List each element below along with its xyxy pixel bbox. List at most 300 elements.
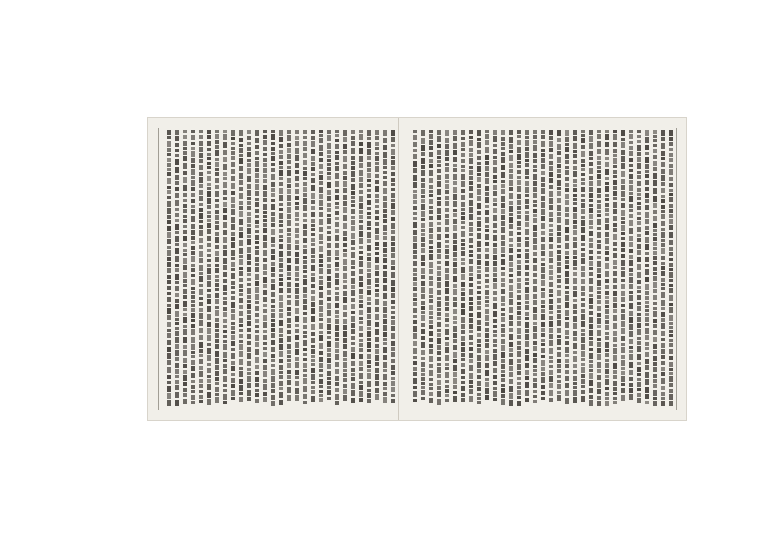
glyph-stroke — [509, 342, 513, 347]
glyph-stroke — [541, 355, 545, 358]
glyph-stroke — [621, 225, 625, 231]
glyph-stroke — [167, 178, 171, 184]
glyph-stroke — [255, 168, 259, 172]
glyph-stroke — [429, 305, 433, 310]
glyph-stroke — [533, 273, 537, 277]
glyph-stroke — [287, 387, 291, 393]
glyph-stroke — [493, 185, 497, 190]
glyph-stroke — [279, 220, 283, 223]
glyph-stroke — [421, 336, 425, 340]
glyph-stroke — [413, 302, 417, 306]
glyph-stroke — [549, 370, 553, 375]
glyph-stroke — [383, 314, 387, 318]
glyph-stroke — [327, 182, 331, 188]
glyph-stroke — [247, 152, 251, 157]
text-column — [206, 130, 212, 406]
glyph-stroke — [661, 323, 665, 329]
glyph-stroke — [247, 235, 251, 238]
glyph-stroke — [383, 214, 387, 218]
glyph-stroke — [469, 148, 473, 152]
glyph-stroke — [191, 304, 195, 307]
glyph-stroke — [223, 265, 227, 270]
glyph-stroke — [319, 246, 323, 252]
glyph-stroke — [343, 253, 347, 257]
glyph-stroke — [581, 279, 585, 284]
glyph-stroke — [533, 383, 537, 388]
glyph-stroke — [421, 357, 425, 360]
glyph-stroke — [183, 289, 187, 294]
glyph-stroke — [557, 144, 561, 150]
glyph-stroke — [271, 168, 275, 172]
glyph-stroke — [335, 394, 339, 400]
glyph-stroke — [437, 374, 441, 378]
text-column — [636, 130, 642, 406]
glyph-stroke — [255, 241, 259, 244]
glyph-stroke — [175, 331, 179, 336]
glyph-stroke — [469, 330, 473, 333]
glyph-stroke — [645, 130, 649, 136]
glyph-stroke — [605, 291, 609, 295]
glyph-stroke — [517, 351, 521, 357]
page-gutter — [398, 118, 399, 420]
glyph-stroke — [351, 290, 355, 296]
glyph-stroke — [525, 265, 529, 270]
text-column — [484, 130, 490, 406]
glyph-stroke — [247, 390, 251, 396]
glyph-stroke — [367, 257, 371, 261]
glyph-stroke — [383, 397, 387, 403]
glyph-stroke — [367, 207, 371, 210]
glyph-stroke — [413, 277, 417, 281]
glyph-stroke — [287, 395, 291, 401]
glyph-stroke — [351, 353, 355, 359]
glyph-stroke — [437, 234, 441, 240]
glyph-stroke — [549, 212, 553, 217]
glyph-stroke — [445, 174, 449, 179]
glyph-stroke — [421, 204, 425, 210]
glyph-stroke — [247, 321, 251, 326]
glyph-stroke — [383, 293, 387, 299]
glyph-stroke — [367, 290, 371, 295]
glyph-stroke — [645, 187, 649, 191]
glyph-stroke — [263, 352, 267, 357]
glyph-stroke — [223, 307, 227, 311]
glyph-stroke — [541, 177, 545, 182]
glyph-stroke — [573, 304, 577, 309]
glyph-stroke — [367, 297, 371, 301]
glyph-stroke — [485, 363, 489, 368]
glyph-stroke — [327, 331, 331, 334]
glyph-stroke — [453, 225, 457, 231]
glyph-stroke — [247, 278, 251, 281]
glyph-stroke — [645, 219, 649, 224]
glyph-stroke — [421, 368, 425, 372]
text-column — [390, 130, 396, 406]
glyph-stroke — [327, 364, 331, 369]
glyph-stroke — [573, 260, 577, 266]
glyph-stroke — [303, 160, 307, 165]
glyph-stroke — [533, 153, 537, 158]
glyph-stroke — [413, 206, 417, 210]
glyph-stroke — [581, 199, 585, 202]
glyph-stroke — [191, 324, 195, 328]
glyph-stroke — [343, 362, 347, 368]
glyph-stroke — [597, 396, 601, 400]
glyph-stroke — [445, 157, 449, 161]
glyph-stroke — [509, 231, 513, 236]
glyph-stroke — [343, 249, 347, 252]
glyph-stroke — [255, 263, 259, 266]
glyph-stroke — [549, 251, 553, 257]
glyph-stroke — [477, 260, 481, 265]
glyph-stroke — [621, 321, 625, 327]
glyph-stroke — [549, 356, 553, 359]
glyph-stroke — [175, 299, 179, 303]
glyph-stroke — [437, 227, 441, 232]
glyph-stroke — [501, 289, 505, 294]
glyph-stroke — [319, 158, 323, 162]
glyph-stroke — [183, 185, 187, 191]
glyph-stroke — [263, 315, 267, 321]
glyph-stroke — [525, 152, 529, 158]
glyph-stroke — [533, 333, 537, 339]
glyph-stroke — [215, 382, 219, 385]
glyph-stroke — [167, 268, 171, 273]
glyph-stroke — [437, 197, 441, 200]
glyph-stroke — [429, 240, 433, 244]
glyph-stroke — [565, 322, 569, 328]
glyph-stroke — [343, 331, 347, 337]
glyph-stroke — [271, 395, 275, 400]
glyph-stroke — [223, 285, 227, 291]
glyph-stroke — [335, 338, 339, 341]
glyph-stroke — [477, 189, 481, 195]
glyph-stroke — [645, 379, 649, 385]
glyph-stroke — [351, 285, 355, 289]
glyph-stroke — [461, 342, 465, 346]
glyph-stroke — [605, 279, 609, 283]
glyph-stroke — [207, 243, 211, 247]
glyph-stroke — [637, 346, 641, 352]
glyph-stroke — [367, 354, 371, 359]
glyph-stroke — [223, 215, 227, 220]
glyph-stroke — [525, 130, 529, 135]
glyph-stroke — [589, 136, 593, 142]
glyph-stroke — [557, 375, 561, 378]
glyph-stroke — [661, 367, 665, 371]
glyph-stroke — [303, 348, 307, 351]
glyph-stroke — [533, 145, 537, 151]
glyph-stroke — [477, 348, 481, 353]
glyph-stroke — [327, 282, 331, 288]
glyph-stroke — [231, 291, 235, 294]
glyph-stroke — [239, 334, 243, 338]
glyph-stroke — [541, 231, 545, 235]
glyph-stroke — [429, 378, 433, 381]
glyph-stroke — [215, 397, 219, 403]
glyph-stroke — [271, 369, 275, 375]
glyph-stroke — [207, 299, 211, 304]
glyph-stroke — [263, 204, 267, 210]
glyph-stroke — [255, 301, 259, 304]
column-rule — [158, 128, 159, 410]
glyph-stroke — [327, 290, 331, 295]
glyph-stroke — [287, 359, 291, 362]
glyph-stroke — [453, 219, 457, 224]
glyph-stroke — [469, 227, 473, 232]
glyph-stroke — [589, 311, 593, 315]
glyph-stroke — [581, 286, 585, 291]
glyph-stroke — [485, 343, 489, 348]
glyph-stroke — [549, 141, 553, 147]
glyph-stroke — [645, 252, 649, 255]
glyph-stroke — [669, 343, 673, 347]
glyph-stroke — [509, 201, 513, 205]
glyph-stroke — [207, 399, 211, 405]
glyph-stroke — [453, 174, 457, 180]
glyph-stroke — [485, 315, 489, 321]
glyph-stroke — [223, 157, 227, 162]
glyph-stroke — [303, 299, 307, 304]
glyph-stroke — [413, 273, 417, 276]
glyph-stroke — [351, 141, 355, 146]
glyph-stroke — [421, 138, 425, 144]
text-column — [588, 130, 594, 406]
glyph-stroke — [437, 130, 441, 135]
glyph-stroke — [573, 376, 577, 381]
text-column — [318, 130, 324, 406]
glyph-stroke — [311, 212, 315, 217]
glyph-stroke — [413, 320, 417, 324]
glyph-stroke — [327, 155, 331, 158]
glyph-stroke — [477, 221, 481, 227]
glyph-stroke — [557, 130, 561, 136]
glyph-stroke — [549, 311, 553, 314]
glyph-stroke — [383, 319, 387, 324]
glyph-stroke — [271, 347, 275, 352]
glyph-stroke — [469, 365, 473, 371]
glyph-stroke — [429, 199, 433, 204]
glyph-stroke — [231, 378, 235, 383]
glyph-stroke — [303, 230, 307, 236]
glyph-stroke — [311, 332, 315, 336]
glyph-stroke — [367, 168, 371, 172]
glyph-stroke — [621, 217, 625, 220]
glyph-stroke — [573, 310, 577, 314]
glyph-stroke — [453, 284, 457, 288]
glyph-stroke — [295, 324, 299, 327]
glyph-stroke — [351, 361, 355, 366]
glyph-stroke — [621, 291, 625, 296]
glyph-stroke — [199, 165, 203, 170]
glyph-stroke — [239, 166, 243, 171]
glyph-stroke — [477, 326, 481, 331]
glyph-stroke — [359, 210, 363, 214]
glyph-stroke — [351, 278, 355, 284]
glyph-stroke — [271, 364, 275, 367]
glyph-stroke — [231, 147, 235, 150]
glyph-stroke — [437, 208, 441, 214]
glyph-stroke — [653, 337, 657, 342]
glyph-stroke — [327, 318, 331, 323]
glyph-stroke — [327, 236, 331, 241]
glyph-stroke — [295, 212, 299, 217]
glyph-stroke — [199, 196, 203, 201]
glyph-stroke — [319, 241, 323, 244]
glyph-stroke — [167, 239, 171, 244]
glyph-stroke — [319, 369, 323, 372]
glyph-stroke — [565, 271, 569, 277]
glyph-stroke — [391, 359, 395, 363]
glyph-stroke — [613, 348, 617, 354]
glyph-stroke — [255, 209, 259, 213]
glyph-stroke — [167, 375, 171, 379]
glyph-stroke — [469, 176, 473, 180]
glyph-stroke — [565, 291, 569, 294]
glyph-stroke — [375, 216, 379, 220]
glyph-stroke — [279, 182, 283, 186]
glyph-stroke — [167, 280, 171, 284]
glyph-stroke — [351, 252, 355, 258]
glyph-stroke — [461, 274, 465, 280]
glyph-stroke — [247, 201, 251, 205]
glyph-stroke — [517, 227, 521, 230]
glyph-stroke — [175, 363, 179, 368]
glyph-stroke — [613, 297, 617, 302]
glyph-stroke — [327, 167, 331, 171]
glyph-stroke — [247, 206, 251, 210]
glyph-stroke — [437, 312, 441, 316]
glyph-stroke — [359, 381, 363, 384]
glyph-stroke — [255, 198, 259, 201]
glyph-stroke — [239, 344, 243, 350]
glyph-stroke — [669, 330, 673, 333]
glyph-stroke — [303, 353, 307, 356]
glyph-stroke — [581, 138, 585, 143]
glyph-stroke — [461, 181, 465, 187]
glyph-stroke — [231, 130, 235, 136]
glyph-stroke — [557, 320, 561, 326]
glyph-stroke — [517, 165, 521, 168]
glyph-stroke — [375, 394, 379, 400]
glyph-stroke — [501, 364, 505, 369]
glyph-stroke — [437, 338, 441, 344]
glyph-stroke — [215, 377, 219, 381]
glyph-stroke — [565, 354, 569, 357]
glyph-stroke — [183, 317, 187, 323]
glyph-stroke — [469, 389, 473, 394]
glyph-stroke — [223, 245, 227, 249]
glyph-stroke — [645, 342, 649, 346]
glyph-stroke — [605, 300, 609, 304]
glyph-stroke — [621, 203, 625, 208]
glyph-stroke — [223, 335, 227, 338]
glyph-stroke — [437, 391, 441, 397]
glyph-stroke — [669, 372, 673, 375]
glyph-stroke — [167, 136, 171, 139]
glyph-stroke — [335, 287, 339, 290]
glyph-stroke — [661, 266, 665, 270]
glyph-stroke — [231, 390, 235, 396]
glyph-stroke — [255, 202, 259, 207]
glyph-stroke — [621, 156, 625, 162]
glyph-stroke — [469, 277, 473, 281]
glyph-stroke — [437, 282, 441, 288]
glyph-stroke — [295, 206, 299, 210]
glyph-stroke — [199, 184, 203, 188]
glyph-stroke — [669, 295, 673, 301]
glyph-stroke — [343, 201, 347, 206]
glyph-stroke — [421, 329, 425, 334]
glyph-stroke — [429, 387, 433, 390]
glyph-stroke — [367, 221, 371, 226]
glyph-stroke — [501, 352, 505, 358]
glyph-stroke — [421, 211, 425, 217]
glyph-stroke — [621, 171, 625, 177]
glyph-stroke — [605, 387, 609, 390]
glyph-stroke — [573, 184, 577, 187]
glyph-stroke — [485, 186, 489, 191]
glyph-stroke — [661, 278, 665, 282]
glyph-stroke — [263, 198, 267, 202]
glyph-stroke — [493, 339, 497, 343]
glyph-stroke — [557, 169, 561, 173]
glyph-stroke — [279, 387, 283, 390]
glyph-stroke — [175, 256, 179, 262]
glyph-stroke — [191, 366, 195, 371]
glyph-stroke — [327, 386, 331, 389]
glyph-stroke — [565, 219, 569, 225]
glyph-stroke — [255, 294, 259, 300]
glyph-stroke — [605, 251, 609, 255]
glyph-stroke — [589, 256, 593, 260]
glyph-stroke — [279, 130, 283, 136]
glyph-stroke — [653, 261, 657, 265]
glyph-stroke — [391, 381, 395, 386]
glyph-stroke — [207, 171, 211, 174]
glyph-stroke — [565, 330, 569, 335]
glyph-stroke — [287, 251, 291, 256]
glyph-stroke — [533, 314, 537, 320]
glyph-stroke — [287, 258, 291, 263]
glyph-stroke — [319, 134, 323, 137]
glyph-stroke — [461, 262, 465, 265]
glyph-stroke — [421, 218, 425, 221]
glyph-stroke — [597, 318, 601, 324]
glyph-stroke — [533, 279, 537, 284]
glyph-stroke — [637, 197, 641, 200]
glyph-stroke — [335, 243, 339, 248]
glyph-stroke — [335, 382, 339, 386]
glyph-stroke — [613, 158, 617, 164]
glyph-stroke — [311, 193, 315, 199]
glyph-stroke — [295, 245, 299, 250]
glyph-stroke — [421, 237, 425, 242]
glyph-stroke — [541, 196, 545, 201]
glyph-stroke — [637, 175, 641, 179]
glyph-stroke — [493, 354, 497, 360]
glyph-stroke — [653, 272, 657, 275]
glyph-stroke — [517, 200, 521, 205]
glyph-stroke — [343, 344, 347, 349]
glyph-stroke — [581, 272, 585, 277]
glyph-stroke — [605, 363, 609, 368]
glyph-stroke — [351, 136, 355, 140]
glyph-stroke — [669, 219, 673, 224]
glyph-stroke — [287, 336, 291, 342]
glyph-stroke — [335, 388, 339, 392]
glyph-stroke — [287, 135, 291, 141]
